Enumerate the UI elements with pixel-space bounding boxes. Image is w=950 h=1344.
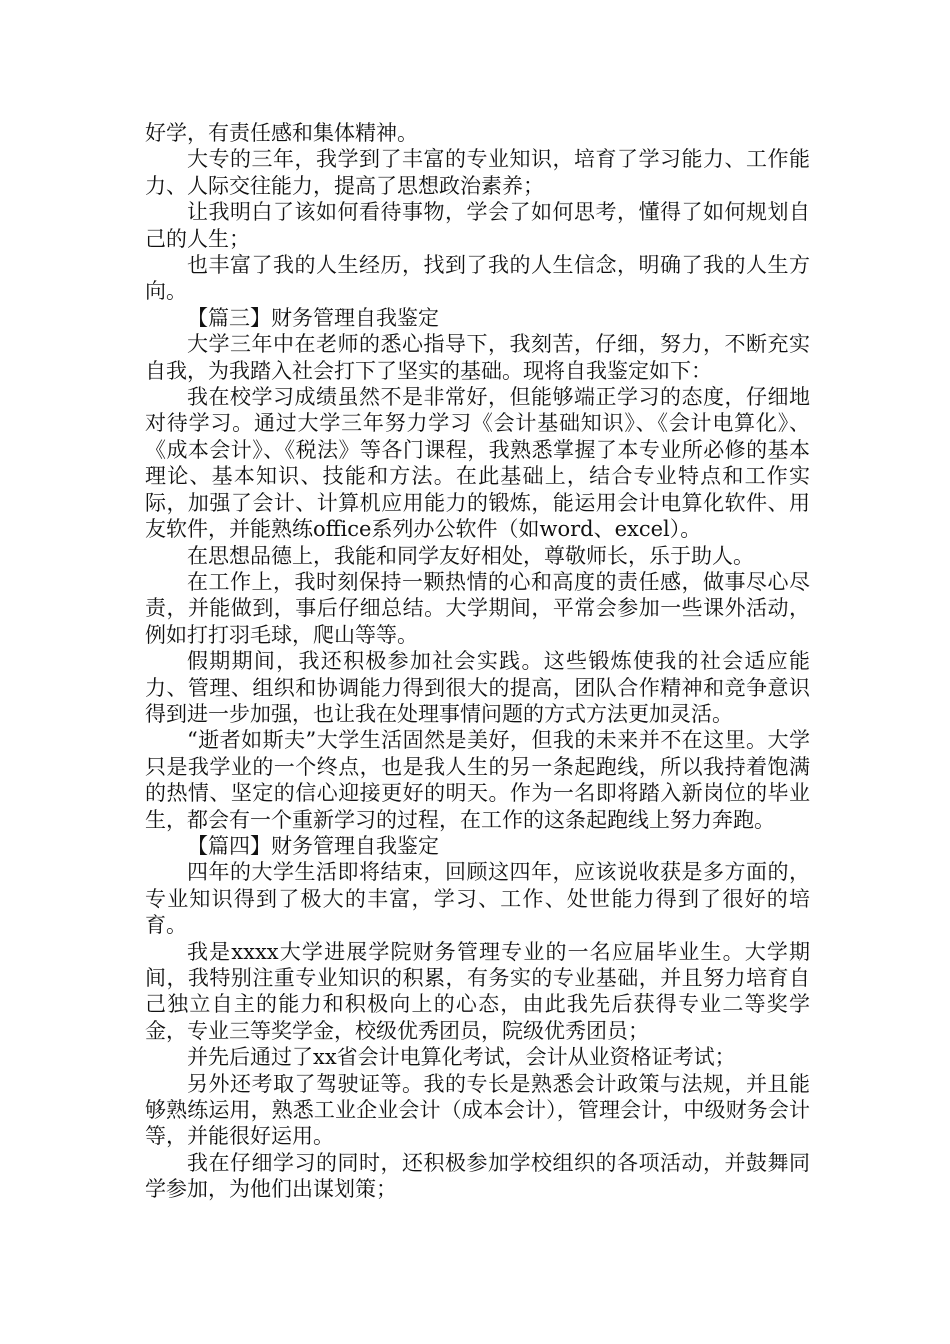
paragraph: “逝者如斯夫”大学生活固然是美好，但我的未来并不在这里。大学只是我学业的一个终点，也是我人生的另一条起跑线，所以我持着饱满的热情、坚定的信心迎接更好的明天。作为一名即将踏入新岗位的毕业生，都会有一个重新学习的过程，在工作的这条起跑线上努力奔跑。 xyxy=(145,728,810,832)
paragraph: 我在校学习成绩虽然不是非常好，但能够端正学习的态度，仔细地对待学习。通过大学三年努力学习《会计基础知识》、《会计电算化》、《成本会计》、《税法》等各门课程，我熟悉掌握了本专业所必修的基本理论、基本知识、技能和方法。在此基础上，结合专业特点和工作实际，加强了会计、计算机应用能力的锻炼，能运用会计电算化软件、用友软件，并能熟练office系列办公软件（如word、excel）。 xyxy=(145,385,810,542)
paragraph: 并先后通过了xx省会计电算化考试，会计从业资格证考试； xyxy=(187,1045,736,1070)
paragraph: 在思想品德上，我能和同学友好相处，尊敬师长，乐于助人。 xyxy=(187,543,754,568)
section-heading: 【篇三】财务管理自我鉴定 xyxy=(187,305,439,330)
paragraph: 四年的大学生活即将结束，回顾这四年，应该说收获是多方面的，专业知识得到了极大的丰富，学习、工作、处世能力得到了很好的培育。 xyxy=(145,860,810,938)
paragraph: 假期期间，我还积极参加社会实践。这些锻炼使我的社会适应能力、管理、组织和协调能力得到很大的提高，团队合作精神和竞争意识得到进一步加强，也让我在处理事情问题的方式方法更加灵活。 xyxy=(145,649,810,726)
paragraph: 也丰富了我的人生经历，找到了我的人生信念，明确了我的人生方向。 xyxy=(145,253,810,304)
paragraph: 我在仔细学习的同时，还积极参加学校组织的各项活动，并鼓舞同学参加，为他们出谋划策； xyxy=(145,1150,810,1202)
document-page xyxy=(145,120,810,1203)
section-heading: 【篇四】财务管理自我鉴定 xyxy=(187,833,439,858)
paragraph: 让我明白了该如何看待事物，学会了如何思考，懂得了如何规划自己的人生； xyxy=(145,200,810,251)
paragraph: 大专的三年，我学到了丰富的专业知识，培育了学习能力、工作能力、人际交往能力，提高了思想政治素养； xyxy=(145,147,810,198)
paragraph: 我是xxxx大学进展学院财务管理专业的一名应届毕业生。大学期间，我特别注重专业知识的积累，有务实的专业基础，并且努力培育自己独立自主的能力和积极向上的心态，由此我先后获得专业二等奖学金，专业三等奖学金，校级优秀团员，院级优秀团员； xyxy=(145,939,810,1043)
paragraph: 在工作上，我时刻保持一颗热情的心和高度的责任感，做事尽心尽责，并能做到，事后仔细总结。大学期间，平常会参加一些课外活动，例如打打羽毛球，爬山等等。 xyxy=(145,569,810,647)
paragraph: 好学，有责任感和集体精神。 xyxy=(145,121,418,145)
paragraph: 另外还考取了驾驶证等。我的专长是熟悉会计政策与法规，并且能够熟练运用，熟悉工业企业会计（成本会计），管理会计，中级财务会计等，并能很好运用。 xyxy=(145,1071,810,1149)
paragraph: 大学三年中在老师的悉心指导下，我刻苦，仔细，努力，不断充实自我，为我踏入社会打下了坚实的基础。现将自我鉴定如下： xyxy=(145,332,810,383)
